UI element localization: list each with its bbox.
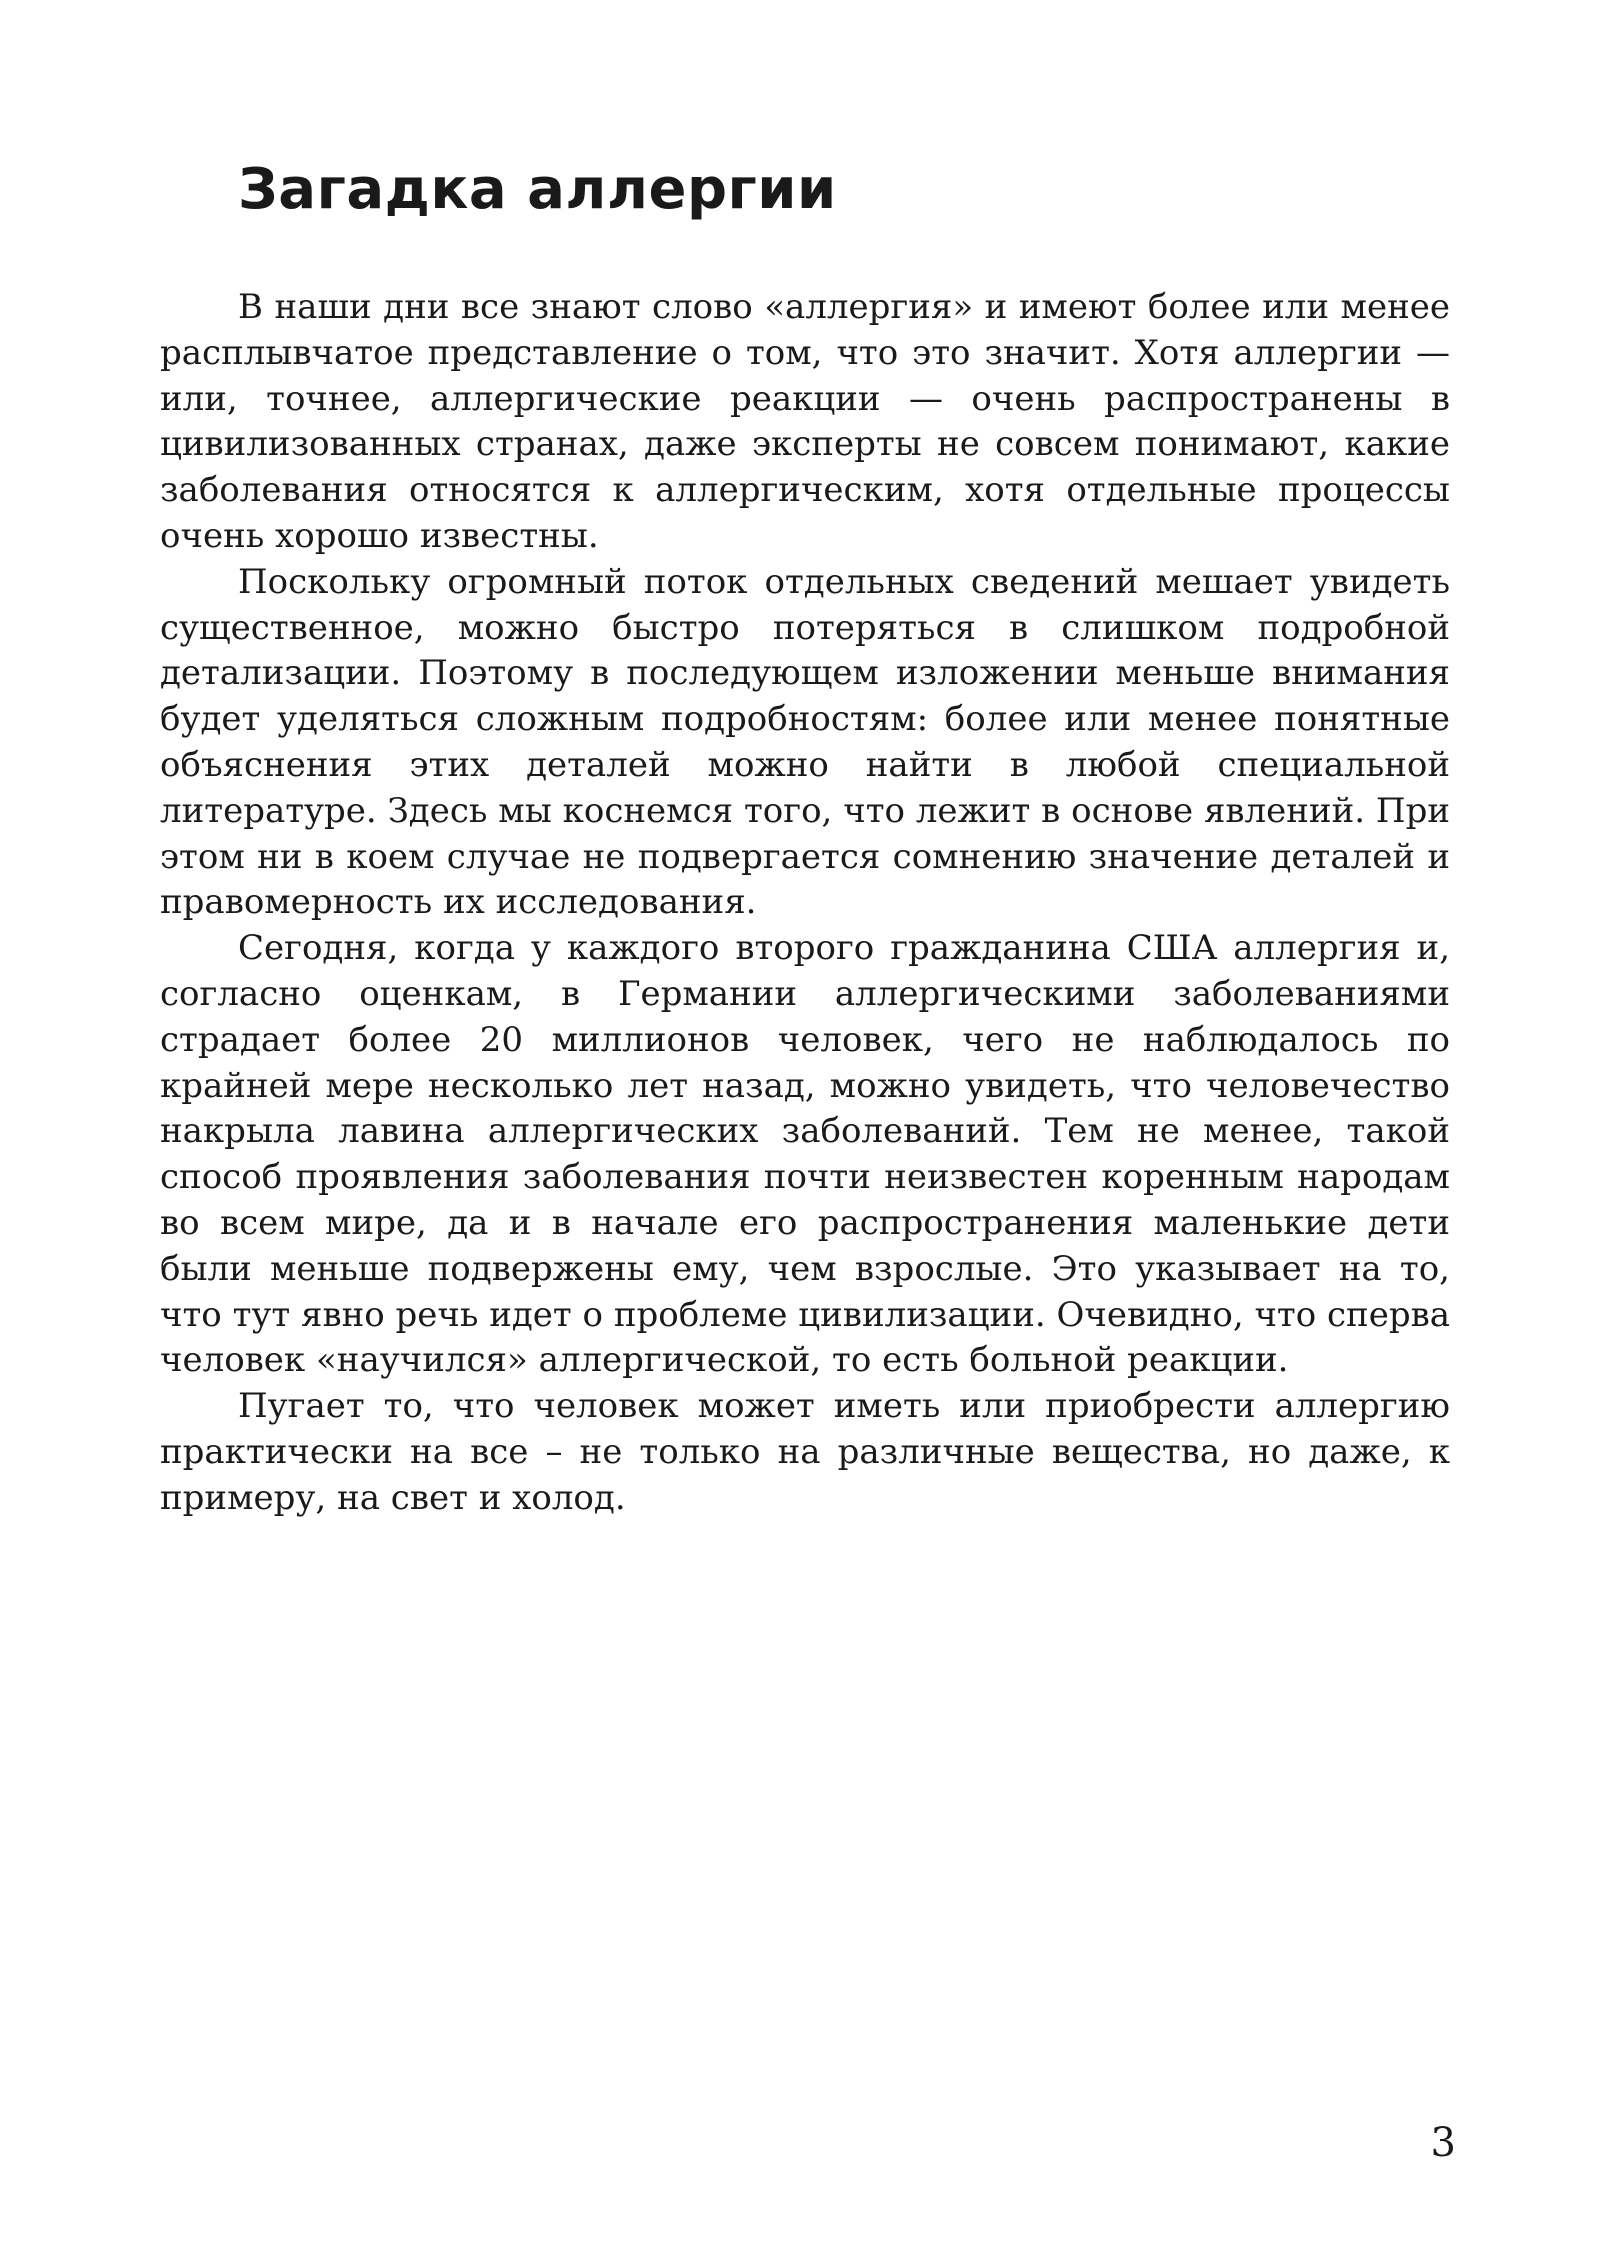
paragraph: Пугает то, что человек может иметь или приобрести аллергию практически на все – не только на различные вещества, но даже, к примеру, на свет и холод. (160, 1386, 1450, 1518)
paragraph: Поскольку огромный поток отдельных сведений мешает увидеть существенное, можно быстро потеряться в слишком подробной детализации. Поэтому в последующем изложении меньше внимания будет уделяться сложным подробностям: более или менее понятные объяснения этих деталей можно найти в любой специальной литературе. Здесь мы коснемся того, что лежит в основе явлений. При этом ни в коем случае не подвергается сомнению значение деталей и правомерность их исследования. (160, 561, 1450, 923)
chapter-title: Загадка аллергии (238, 157, 837, 222)
body-text (160, 285, 1450, 1522)
paragraph: В наши дни все знают слово «аллергия» и имеют более или менее расплывчатое представление о том, что это значит. Хотя аллергии — или, точнее, аллергические реакции — очень распространены в цивилизованных странах, даже эксперты не совсем понимают, какие заболевания относятся к аллергическим, хотя отдельные процессы очень хорошо известны. (160, 287, 1450, 556)
page-number: 3 (1430, 2120, 1456, 2166)
paragraph: Сегодня, когда у каждого второго гражданина США аллергия и, согласно оценкам, в Германии аллергическими заболеваниями страдает более 20 миллионов человек, чего не наблюдалось по крайней мере несколько лет назад, можно увидеть, что человечество накрыла лавина аллергических заболеваний. Тем не менее, такой способ проявления заболевания почти неизвестен коренным народам во всем мире, да и в начале его распространения маленькие дети были меньше подвержены ему, чем взрослые. Это указывает на то, что тут явно речь идет о проблеме цивилизации. Очевидно, что сперва человек «научился» аллергической, то есть больной реакции. (160, 928, 1451, 1381)
